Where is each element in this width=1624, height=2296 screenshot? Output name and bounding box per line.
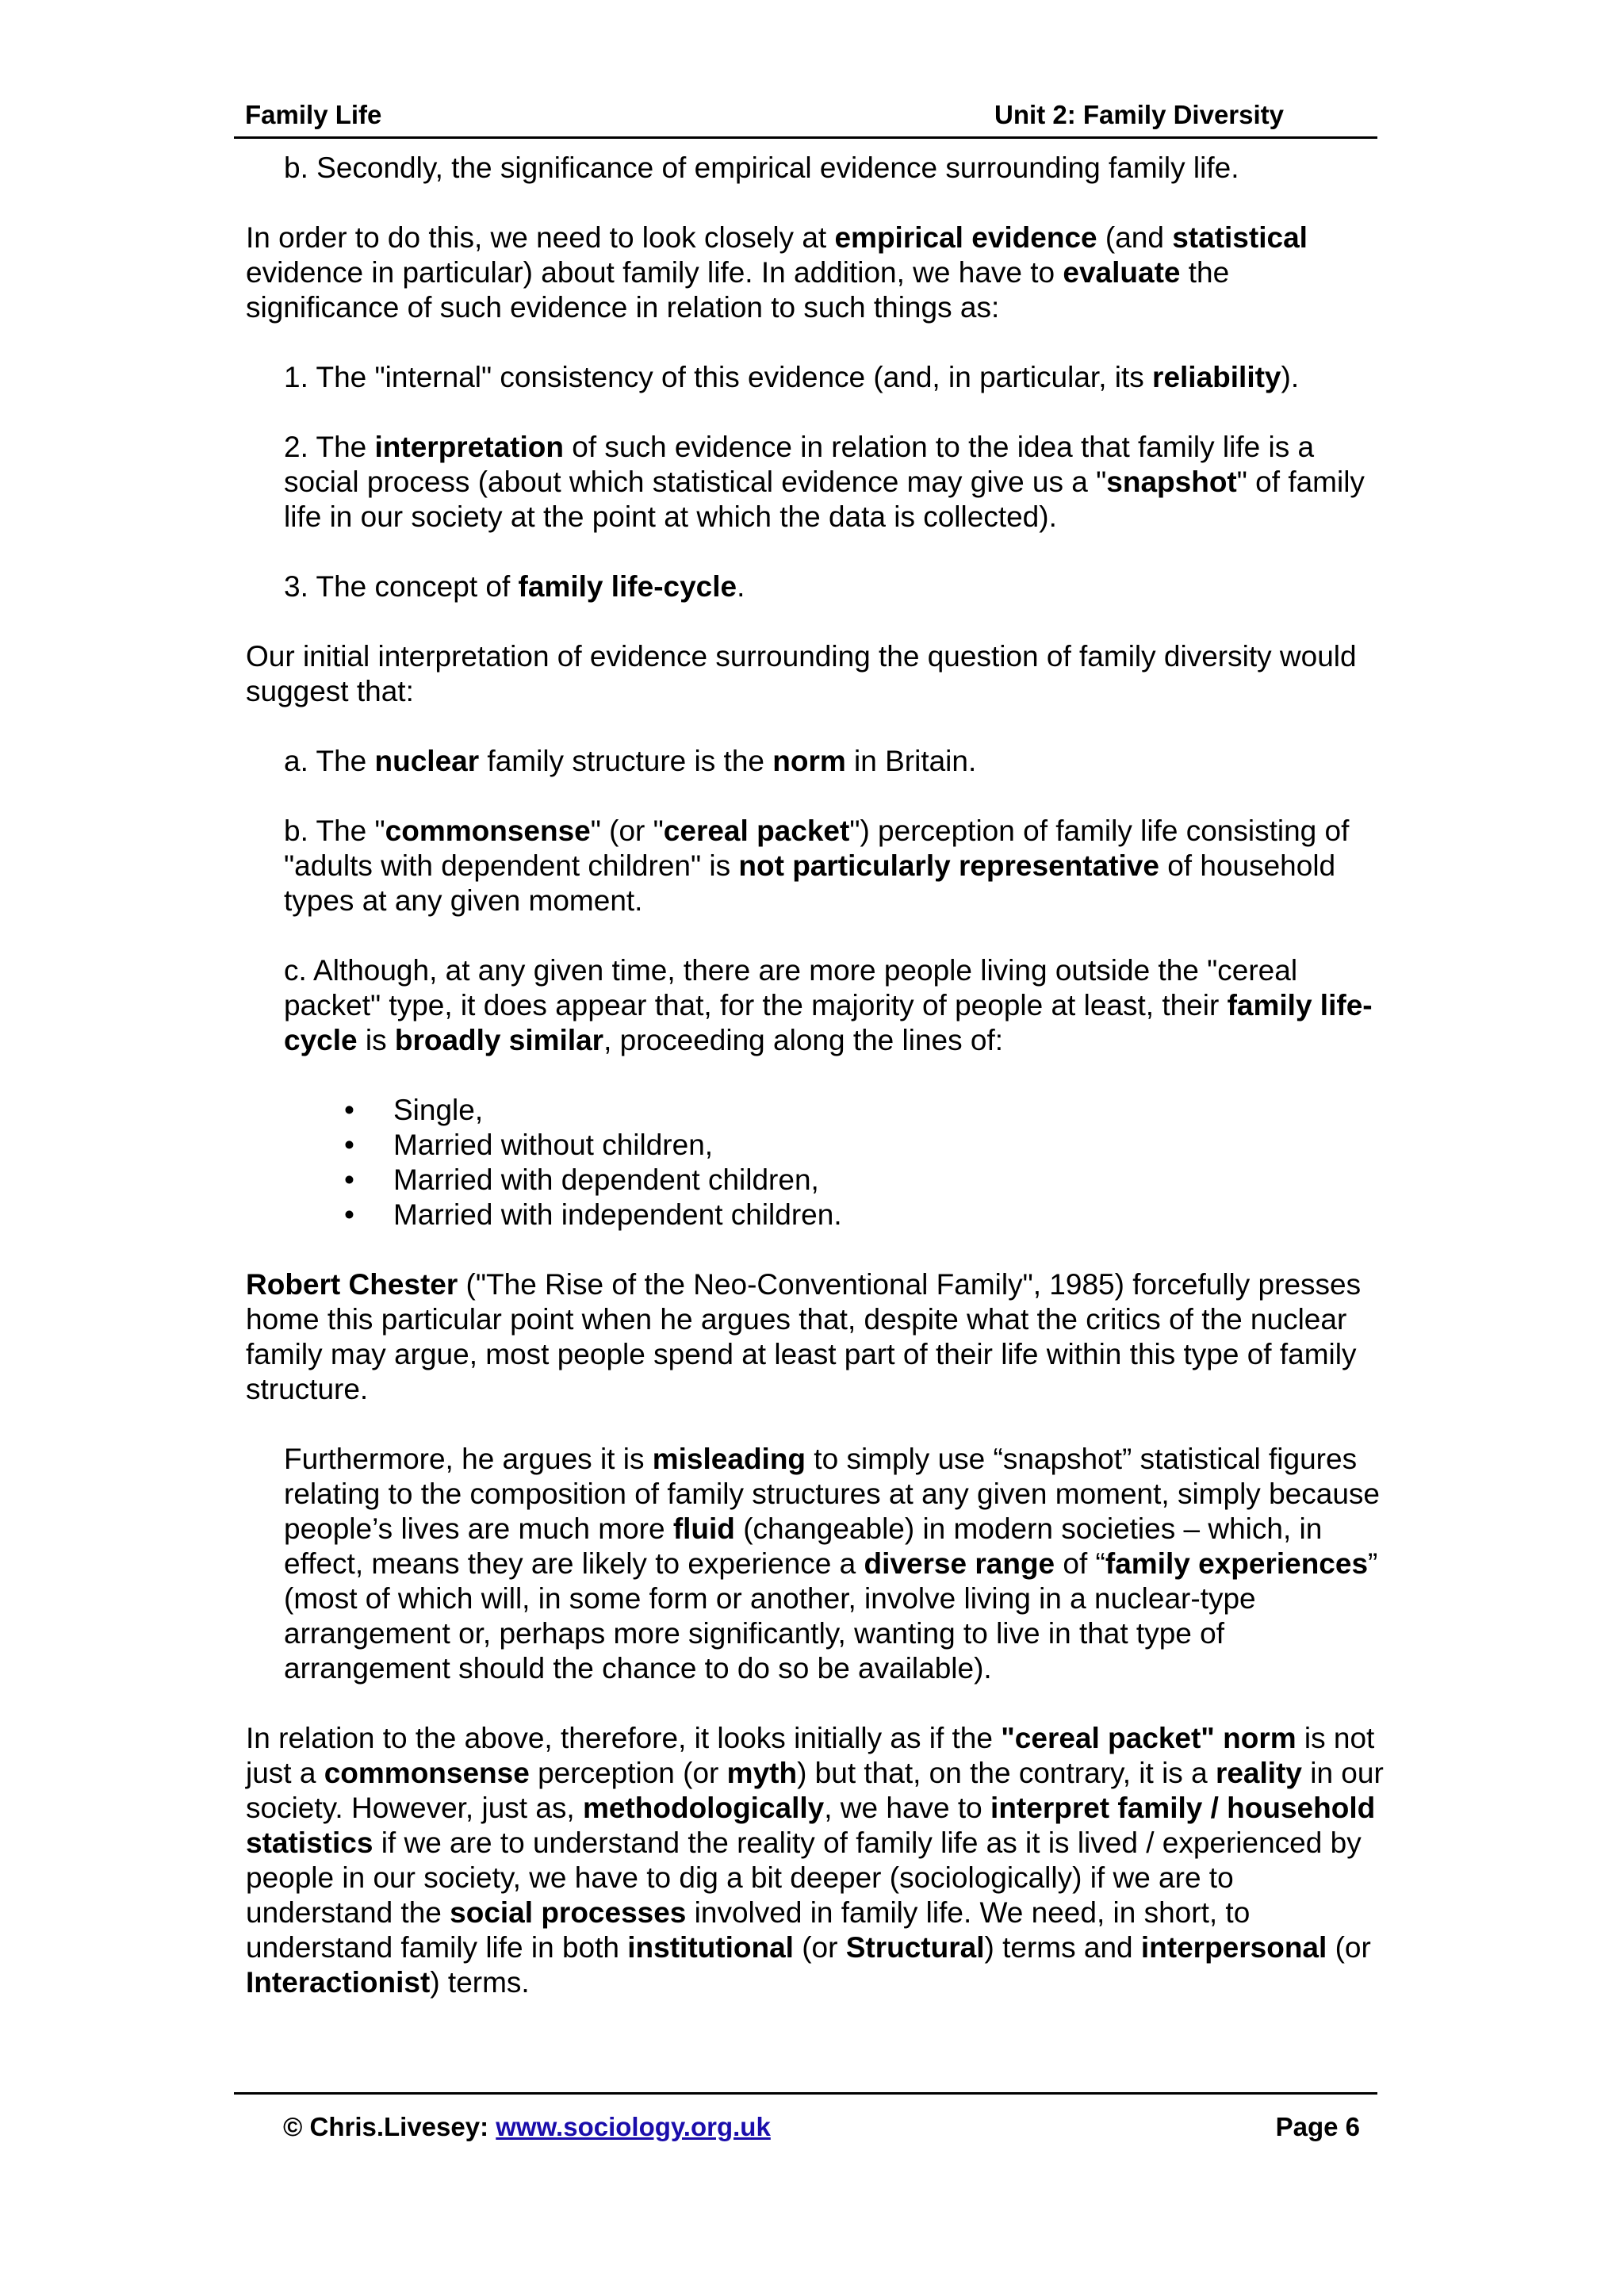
paragraph: [246, 1721, 1388, 2000]
bold-term: diverse range: [864, 1547, 1055, 1580]
header-title: Family Life: [245, 100, 382, 129]
text-run: a. The: [284, 745, 375, 777]
bold-term: statistical: [1172, 221, 1308, 254]
text-run: in Britain.: [845, 745, 977, 777]
text-run: 2. The: [284, 431, 375, 463]
bold-term: Interactionist: [246, 1966, 431, 1999]
lettered-item-c: [284, 953, 1388, 1058]
text-run: ) terms.: [430, 1966, 530, 1999]
bold-term: interpersonal: [1140, 1931, 1327, 1964]
bullet-icon: •: [344, 1198, 354, 1231]
bullet-icon: •: [344, 1094, 354, 1126]
text-run: if we are to understand the reality of family life as it is lived / experienced by people in our society, we have to dig a bit deeper (sociologically) if we are to understand the: [246, 1826, 1362, 1929]
header-unit: Unit 2: Family Diversity: [994, 100, 1284, 129]
bold-term: social processes: [450, 1896, 687, 1929]
text-run: In relation to the above, therefore, it looks initially as if the: [246, 1722, 1002, 1754]
life-cycle-list: [246, 1093, 1388, 1232]
text-run: ) terms and: [984, 1931, 1141, 1964]
lettered-item-a: [284, 744, 1388, 779]
bold-term: norm: [772, 745, 846, 777]
bullet-icon: •: [344, 1129, 354, 1161]
bold-term: family life-cycle: [284, 989, 1373, 1056]
text-run: " (or ": [590, 815, 664, 847]
bold-term: methodologically: [582, 1792, 825, 1824]
paragraph: [284, 151, 1388, 186]
text-run: (or: [1327, 1931, 1371, 1964]
page-number: Page 6: [1275, 2112, 1360, 2141]
text-run: ” (most of which will, in some form or another, involve living in a nuclear-type arrangement or, perhaps more significantly, wanting to live in that type of arrangement should the chance to do so be available).: [284, 1547, 1378, 1685]
text-run: In order to do this, we need to look closely at: [246, 221, 835, 254]
bold-term: fluid: [672, 1512, 735, 1545]
text-run: ") perception of family life consisting of "adults with dependent children" is: [284, 815, 1350, 882]
numbered-item-3: [284, 569, 1388, 604]
text-run: .: [737, 570, 745, 603]
bold-term: commonsense: [385, 815, 591, 847]
bold-term: snapshot: [1106, 466, 1237, 498]
text-run: (and: [1097, 221, 1173, 254]
text-run: , proceeding along the lines of:: [603, 1024, 1004, 1056]
list-item: • Married without children,: [344, 1129, 714, 1161]
text-run: to simply use “snapshot” statistical figures relating to the composition of family structures at any given moment, simply because people’s lives are much more: [284, 1443, 1380, 1545]
page-header: [234, 97, 1377, 139]
bold-term: broadly similar: [394, 1024, 604, 1056]
numbered-item-2: [284, 430, 1388, 535]
paragraph: [246, 1267, 1388, 1407]
text-run: involved in family life. We need, in short, to understand family life in both: [246, 1896, 1251, 1964]
text-run: is: [357, 1024, 395, 1056]
text-run: is not just a: [246, 1722, 1375, 1789]
document-body: [246, 151, 1388, 2035]
footer-copyright: © Chris.Livesey: www.sociology.org.uk: [283, 2112, 771, 2141]
bullet-icon: •: [344, 1163, 354, 1196]
bold-term: evaluate: [1063, 256, 1181, 289]
bold-term: Structural: [845, 1931, 985, 1964]
text-run: " of family life in our society at the point at which the data is collected).: [284, 466, 1365, 533]
bold-term: nuclear: [374, 745, 480, 777]
text-run: Our initial interpretation of evidence surrounding the question of family diversity would suggest that:: [246, 640, 1357, 707]
text-run: c. Although, at any given time, there are more people living outside the "cereal packet" type, it does appear that, for the majority of people at least, their: [284, 954, 1298, 1022]
text-run: b. Secondly, the significance of empirical evidence surrounding family life.: [284, 151, 1239, 184]
text-run: b. The ": [284, 815, 385, 847]
text-run: ) but that, on the contrary, it is a: [797, 1757, 1216, 1789]
list-item: • Married with dependent children,: [344, 1163, 819, 1196]
text-run: perception (or: [529, 1757, 727, 1789]
text-run: 1. The "internal" consistency of this evidence (and, in particular, its: [284, 361, 1153, 393]
bold-term: family life-cycle: [518, 570, 737, 603]
bold-term: myth: [726, 1757, 798, 1789]
paragraph: [246, 220, 1388, 325]
bold-term: interpretation: [374, 431, 564, 463]
page-footer: [234, 2092, 1377, 2141]
bold-term: Robert Chester: [246, 1268, 458, 1301]
text-run: of “: [1055, 1547, 1105, 1580]
bold-term: empirical evidence: [834, 221, 1097, 254]
text-run: in our society. However, just as,: [246, 1757, 1384, 1824]
bold-term: family experiences: [1105, 1547, 1369, 1580]
text-run: (changeable) in modern societies – which, in effect, means they are likely to experience a: [284, 1512, 1323, 1580]
text-run: 3. The concept of: [284, 570, 519, 603]
bold-term: commonsense: [324, 1757, 530, 1789]
bold-term: misleading: [652, 1443, 806, 1475]
text-run: ).: [1281, 361, 1300, 393]
paragraph: [246, 639, 1388, 709]
bold-term: not particularly representative: [738, 849, 1159, 882]
bold-term: reliability: [1152, 361, 1281, 393]
text-run: of such evidence in relation to the idea that family life is a social process (about which statistical evidence may give us a ": [284, 431, 1315, 498]
text-run: ("The Rise of the Neo-Conventional Family", 1985) forcefully presses home this particular point when he argues that, despite what the critics of the nuclear family may argue, most people spend at least part of their life within this type of family structure.: [246, 1268, 1362, 1405]
text-run: , we have to: [824, 1792, 991, 1824]
numbered-item-1: [284, 360, 1388, 395]
bold-term: interpret family / household statistics: [246, 1792, 1376, 1859]
list-item: • Single,: [344, 1094, 484, 1126]
lettered-item-b: [284, 814, 1388, 918]
text-run: the significance of such evidence in relation to such things as:: [246, 256, 1230, 324]
paragraph: [284, 1442, 1388, 1686]
bold-term: reality: [1215, 1757, 1302, 1789]
text-run: Furthermore, he argues it is: [284, 1443, 653, 1475]
text-run: evidence in particular) about family life. In addition, we have to: [246, 256, 1063, 289]
text-run: (or: [793, 1931, 846, 1964]
text-run: of household types at any given moment.: [284, 849, 1336, 917]
bold-term: cereal packet: [663, 815, 850, 847]
text-run: family structure is the: [479, 745, 773, 777]
bold-term: "cereal packet" norm: [1001, 1722, 1297, 1754]
website-link[interactable]: www.sociology.org.uk: [496, 2112, 771, 2141]
list-item: • Married with independent children.: [344, 1198, 842, 1231]
bold-term: institutional: [627, 1931, 794, 1964]
